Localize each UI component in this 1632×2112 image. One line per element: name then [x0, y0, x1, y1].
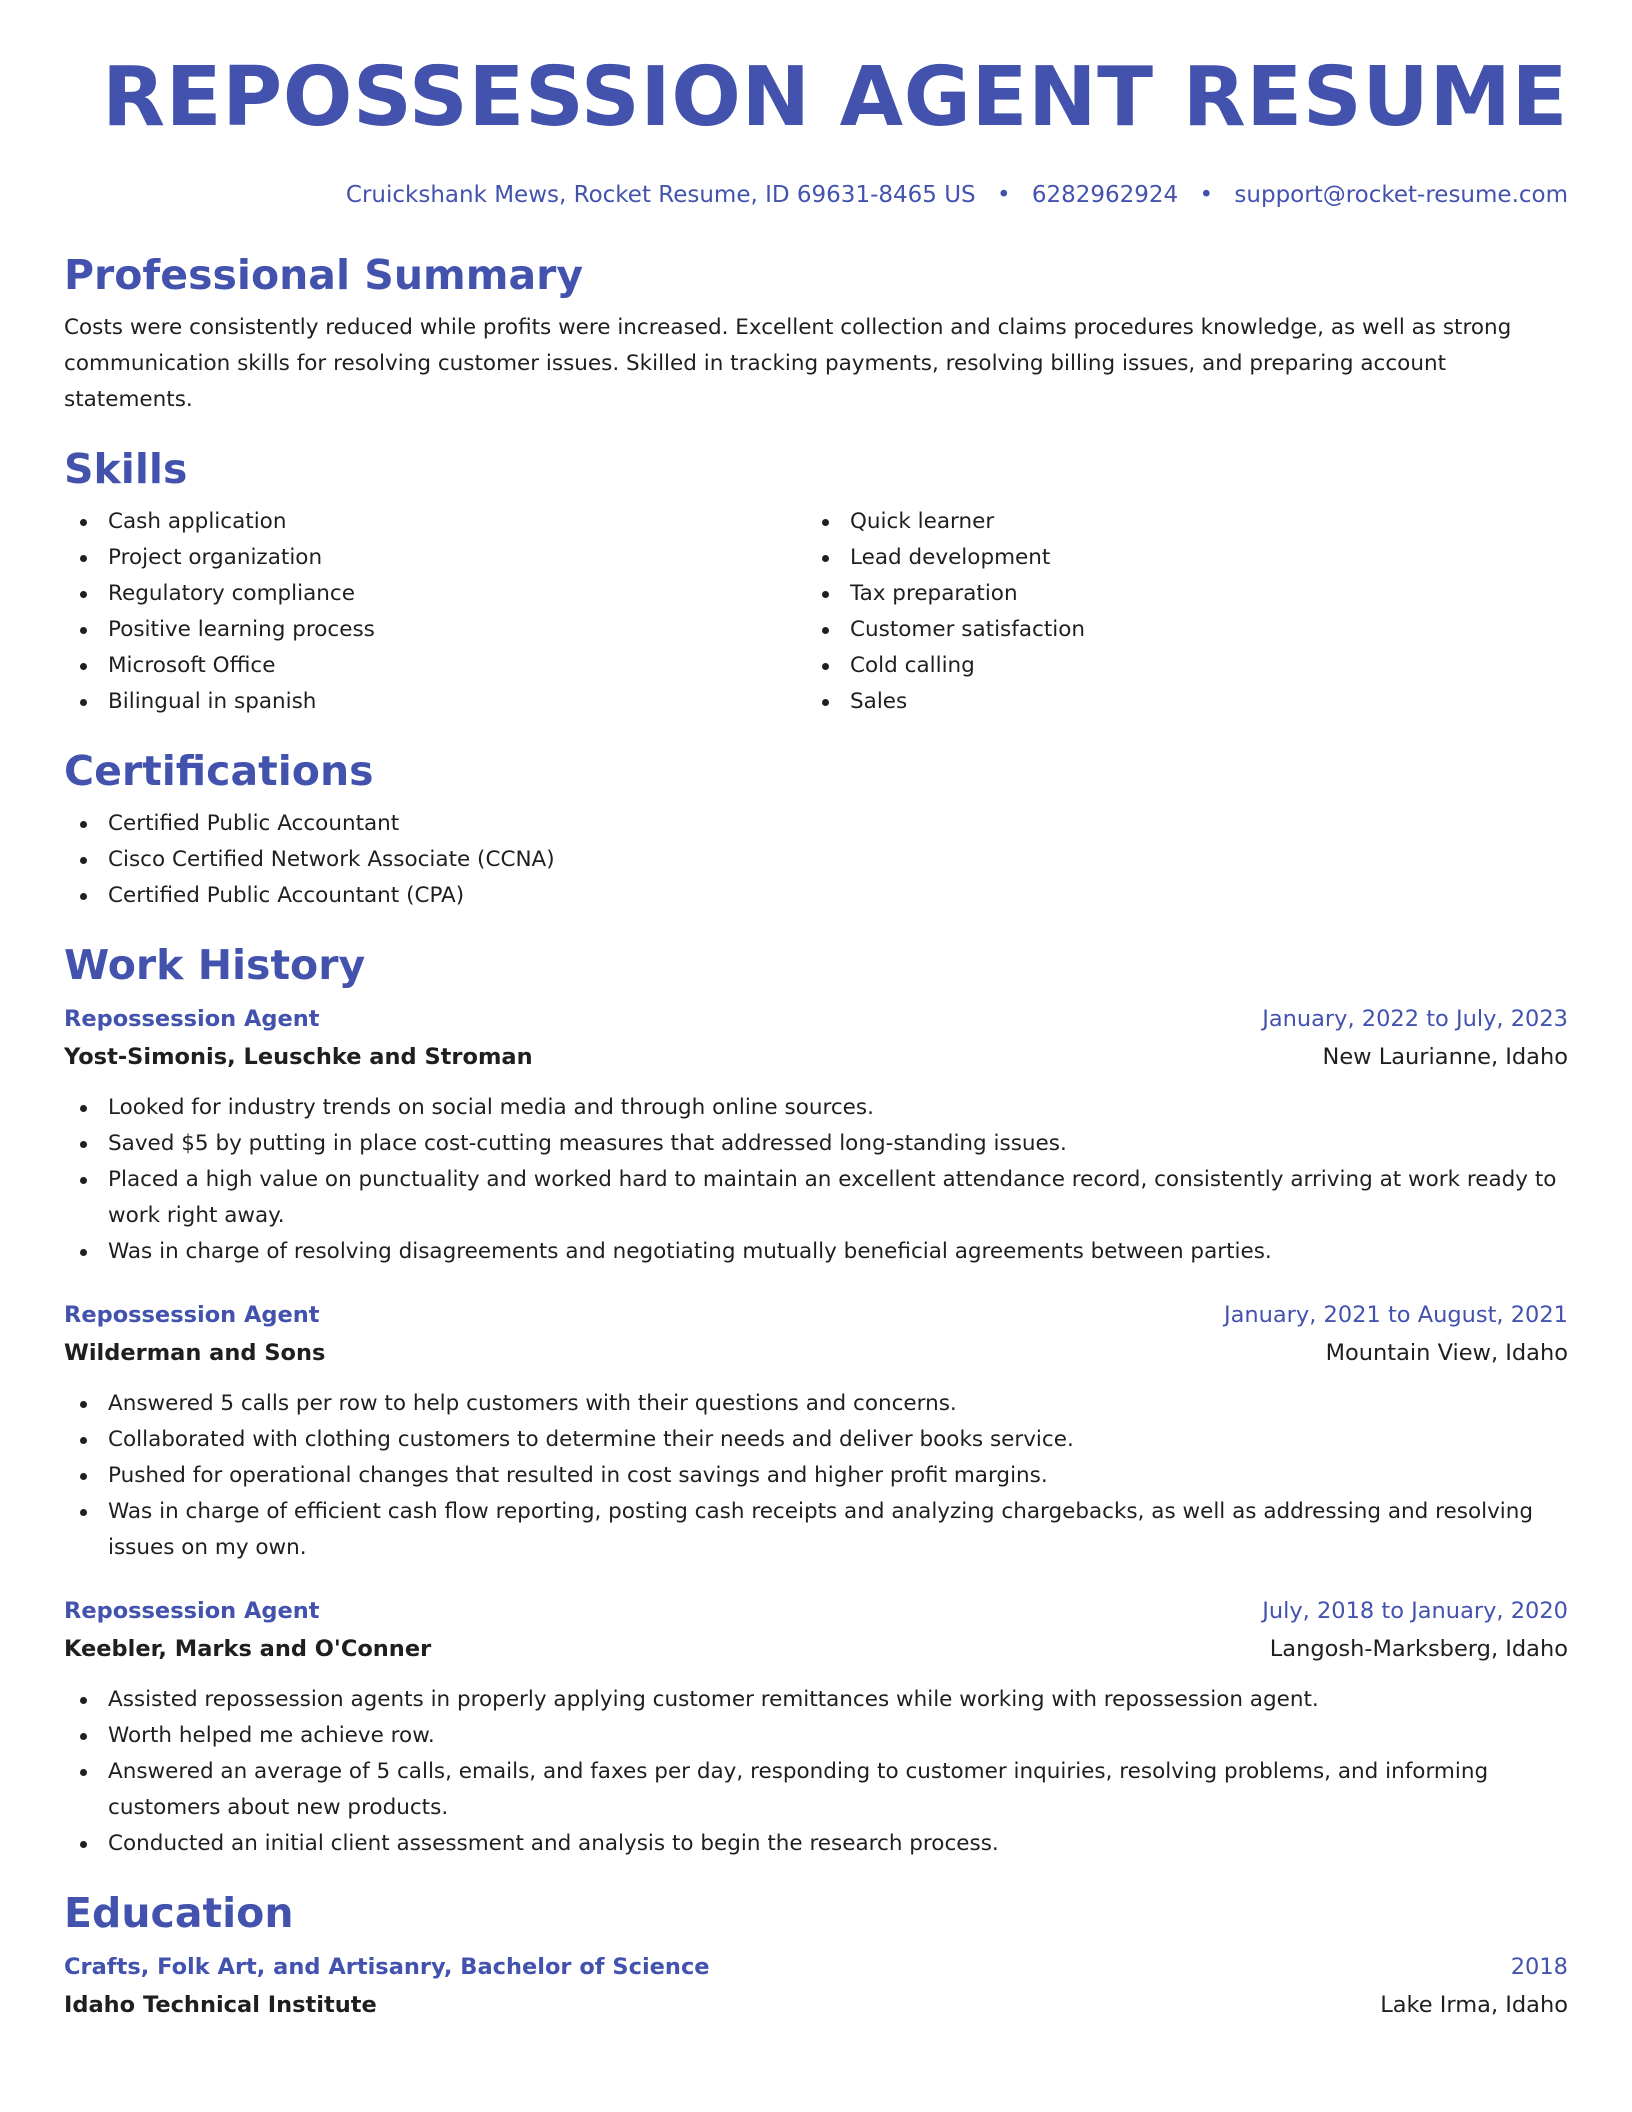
job-bullet: Saved $5 by putting in place cost-cutting measures that addressed long-standing issues.	[64, 1126, 1568, 1162]
job-entry	[64, 1592, 1568, 1862]
job-location: Langosh-Marksberg, Idaho	[1269, 1636, 1568, 1662]
job-header-row	[64, 1000, 1568, 1038]
education-heading: Education	[64, 1889, 294, 1937]
job-dates: January, 2021 to August, 2021	[1223, 1302, 1568, 1328]
skill-item: Tax preparation	[806, 576, 1548, 612]
job-bullets	[64, 1386, 1568, 1566]
contact-email: support@rocket-resume.com	[1234, 182, 1568, 208]
resume-title: REPOSSESSION AGENT RESUME	[101, 50, 1568, 145]
job-location: New Laurianne, Idaho	[1322, 1044, 1568, 1070]
certifications-list	[64, 806, 1568, 914]
skills-column-right	[806, 504, 1548, 720]
job-bullet: Assisted repossession agents in properly applying customer remittances while working with repossession agent.	[64, 1682, 1568, 1718]
job-bullets	[64, 1090, 1568, 1270]
education-year: 2018	[1510, 1954, 1568, 1980]
job-dates: July, 2018 to January, 2020	[1262, 1598, 1568, 1624]
skill-item: Bilingual in spanish	[64, 684, 806, 720]
job-dates: January, 2022 to July, 2023	[1262, 1006, 1568, 1032]
job-company: Keebler, Marks and O'Conner	[64, 1636, 432, 1662]
work-history-heading: Work History	[64, 941, 366, 989]
skill-item: Quick learner	[806, 504, 1548, 540]
education-degree: Crafts, Folk Art, and Artisanry, Bachelor of Science	[64, 1954, 710, 1980]
contact-address: Cruickshank Mews, Rocket Resume, ID 69631-8465 US	[345, 182, 976, 208]
job-bullet: Collaborated with clothing customers to determine their needs and deliver books service.	[64, 1422, 1568, 1458]
skill-item: Sales	[806, 684, 1548, 720]
contact-line	[64, 180, 1568, 210]
contact-separator: •	[996, 182, 1011, 208]
job-bullet: Answered 5 calls per row to help customers with their questions and concerns.	[64, 1386, 1568, 1422]
job-entry	[64, 1000, 1568, 1270]
job-title: Repossession Agent	[64, 1006, 320, 1032]
job-bullet: Pushed for operational changes that resulted in cost savings and higher profit margins.	[64, 1458, 1568, 1494]
job-entry	[64, 1296, 1568, 1566]
certification-item: Certified Public Accountant	[64, 806, 1568, 842]
job-bullet: Looked for industry trends on social media and through online sources.	[64, 1090, 1568, 1126]
job-bullet: Worth helped me achieve row.	[64, 1718, 1568, 1754]
education-header-row	[64, 1948, 1568, 1986]
job-company-row	[64, 1038, 1568, 1076]
summary-heading: Professional Summary	[64, 251, 584, 299]
job-bullet: Was in charge of efficient cash flow reporting, posting cash receipts and analyzing chargebacks, as well as addressing and resolving issues on my own.	[64, 1494, 1568, 1566]
skill-item: Microsoft Office	[64, 648, 806, 684]
job-bullet: Conducted an initial client assessment and analysis to begin the research process.	[64, 1826, 1568, 1862]
skill-item: Lead development	[806, 540, 1548, 576]
certification-item: Certified Public Accountant (CPA)	[64, 878, 1568, 914]
skill-item: Positive learning process	[64, 612, 806, 648]
education-entry	[64, 1948, 1568, 2024]
summary-text: Costs were consistently reduced while profits were increased. Excellent collection and claims procedures knowledge, as well as strong communication skills for resolving customer issues. Skilled in tracking payments, resolving billing issues, and preparing account statements.	[64, 315, 1512, 412]
job-company-row	[64, 1630, 1568, 1668]
job-bullet: Answered an average of 5 calls, emails, and faxes per day, responding to customer inquiries, resolving problems, and informing customers about new products.	[64, 1754, 1568, 1826]
job-location: Mountain View, Idaho	[1325, 1340, 1568, 1366]
job-company: Wilderman and Sons	[64, 1340, 326, 1366]
skills-heading: Skills	[64, 445, 188, 493]
education-school-row	[64, 1986, 1568, 2024]
job-company-row	[64, 1334, 1568, 1372]
skills-column-left	[64, 504, 806, 720]
skills-list	[64, 504, 1568, 720]
certifications-heading: Certifications	[64, 747, 374, 795]
skill-item: Regulatory compliance	[64, 576, 806, 612]
certification-item: Cisco Certified Network Associate (CCNA)	[64, 842, 1568, 878]
job-bullets	[64, 1682, 1568, 1862]
skill-item: Project organization	[64, 540, 806, 576]
skill-item: Cold calling	[806, 648, 1548, 684]
job-header-row	[64, 1592, 1568, 1630]
education-school: Idaho Technical Institute	[64, 1992, 377, 2018]
job-title: Repossession Agent	[64, 1302, 320, 1328]
education-location: Lake Irma, Idaho	[1380, 1992, 1568, 2018]
job-bullet: Was in charge of resolving disagreements and negotiating mutually beneficial agreements between parties.	[64, 1234, 1568, 1270]
skill-item: Customer satisfaction	[806, 612, 1548, 648]
job-company: Yost-Simonis, Leuschke and Stroman	[64, 1044, 533, 1070]
contact-phone: 6282962924	[1031, 182, 1179, 208]
job-title: Repossession Agent	[64, 1598, 320, 1624]
skill-item: Cash application	[64, 504, 806, 540]
job-bullet: Placed a high value on punctuality and worked hard to maintain an excellent attendance record, consistently arriving at work ready to work right away.	[64, 1162, 1568, 1234]
job-header-row	[64, 1296, 1568, 1334]
contact-separator: •	[1199, 182, 1214, 208]
